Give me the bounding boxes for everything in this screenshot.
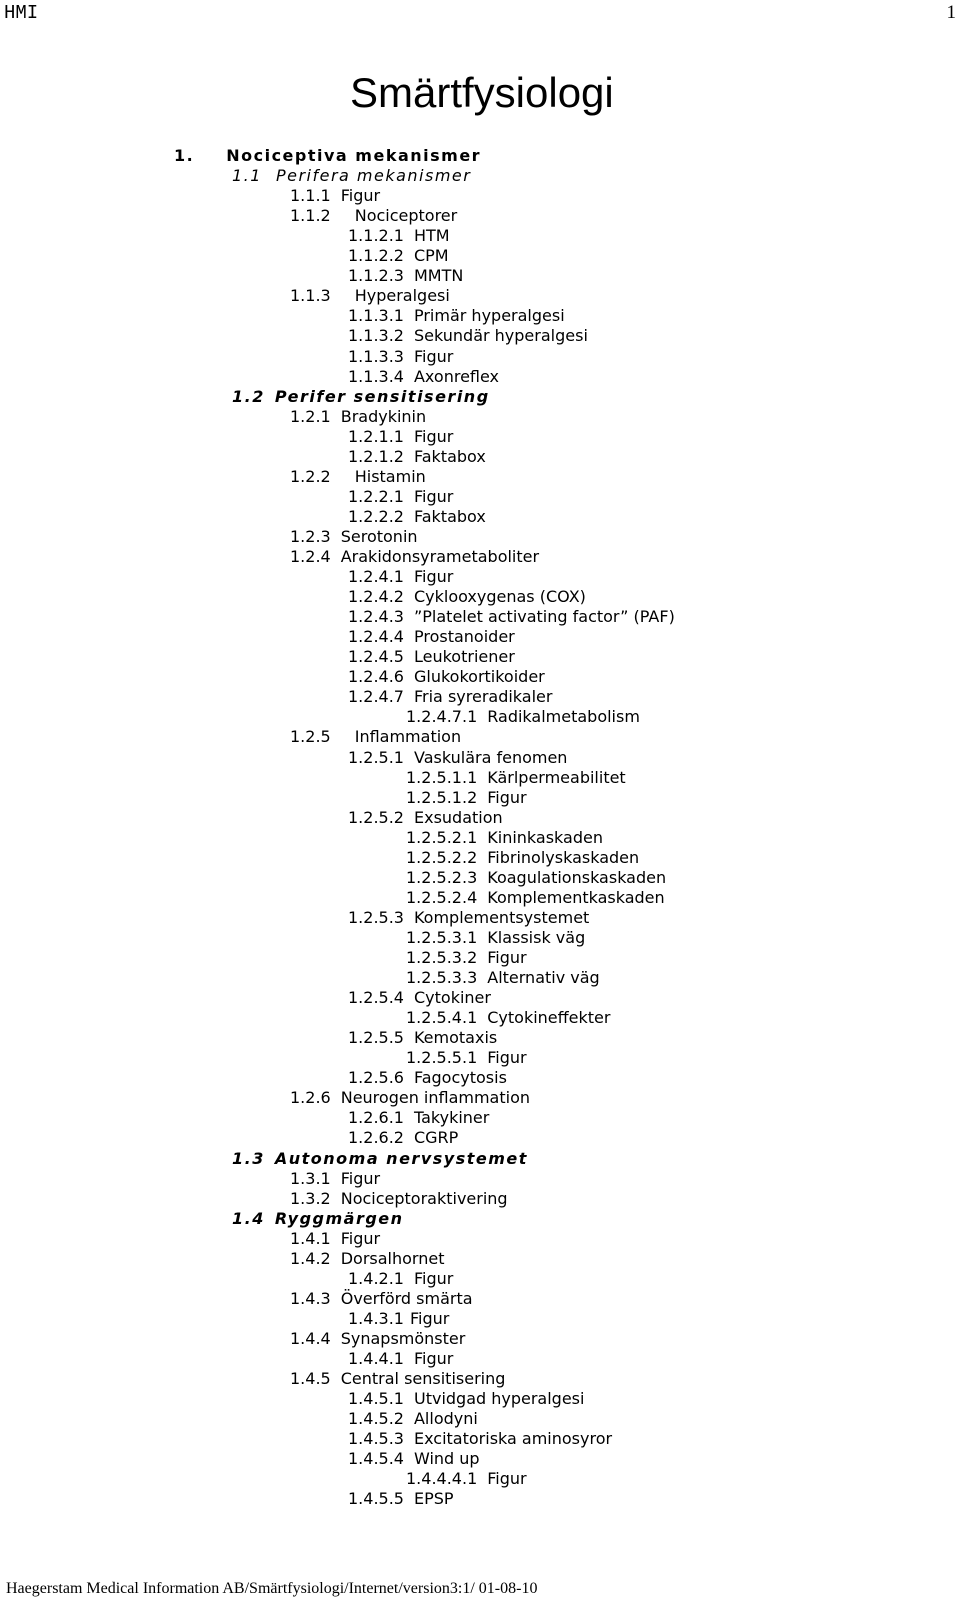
toc-item-label: Kemotaxis — [413, 1028, 498, 1048]
toc-item-number: 1.4.2.1 — [348, 1268, 404, 1288]
toc-item — [348, 1409, 478, 1429]
toc-item — [406, 868, 666, 888]
toc-item-label: Figur — [340, 1168, 381, 1188]
toc-item-label: Utvidgad hyperalgesi — [413, 1389, 585, 1409]
toc-item-label: Klassisk väg — [487, 927, 586, 947]
toc-item — [406, 788, 527, 808]
toc-item-label: Wind up — [413, 1449, 480, 1469]
toc-item — [348, 226, 450, 246]
toc-item-label: Figur — [409, 1308, 450, 1328]
toc-item-number: 1.3.2 — [290, 1188, 331, 1208]
toc-item-label: Figur — [340, 186, 381, 206]
toc-item — [290, 1369, 505, 1389]
toc-item-label: Autonoma nervsystemet — [274, 1148, 528, 1168]
toc-item — [348, 1489, 454, 1509]
toc-item — [406, 888, 665, 908]
toc-item — [406, 968, 600, 988]
toc-item-label: Exsudation — [413, 807, 503, 827]
page-title: Smärtfysiologi — [350, 69, 614, 116]
toc-item — [348, 647, 515, 667]
toc-item — [290, 1329, 465, 1349]
toc-item-label: Figur — [413, 1349, 454, 1368]
toc-item-number: 1.2.4.3 — [348, 607, 404, 627]
toc-item-number: 1.2.4.6 — [348, 667, 404, 687]
toc-item-number: 1.4.4.4.1 — [406, 1469, 478, 1489]
toc-item — [290, 1289, 473, 1309]
toc-item — [348, 326, 588, 346]
toc-item-label: Vaskulära fenomen — [413, 747, 568, 767]
toc-item — [232, 387, 490, 407]
toc-item-label: Excitatoriska aminosyror — [413, 1429, 613, 1449]
toc-item-label: Figur — [413, 1268, 454, 1288]
toc-item — [348, 367, 499, 387]
toc-item-label: Axonreflex — [413, 366, 500, 386]
toc-item — [232, 166, 471, 186]
toc-item — [348, 607, 675, 627]
toc-item-number: 1.4.5 — [290, 1369, 331, 1389]
toc-item — [348, 246, 449, 266]
toc-item-number: 1.2.4.5 — [348, 647, 404, 667]
toc-item-number: 1.2.6.2 — [348, 1128, 404, 1148]
toc-item-number: 1.4 — [232, 1208, 265, 1228]
toc-item-number: 1.2.5.6 — [348, 1068, 404, 1088]
toc-item — [290, 407, 426, 427]
toc-item-number: 1.2.5.1.1 — [406, 767, 478, 787]
toc-item-number: 1.1.3.2 — [348, 326, 404, 346]
toc-item-number: 1.2.6 — [290, 1088, 331, 1108]
toc-item-number: 1.2.5.3 — [348, 907, 404, 927]
toc-item-number: 1.2.5.3.2 — [406, 948, 478, 967]
toc-item — [348, 667, 545, 687]
toc-item — [174, 146, 481, 166]
toc-item-number: 1.4.4.1 — [348, 1349, 404, 1368]
toc-item-label: Synapsmönster — [340, 1328, 466, 1348]
toc-item-number: 1.2.5.2.2 — [406, 847, 478, 867]
toc-item-number: 1.2.5.5.1 — [406, 1048, 478, 1068]
toc-item — [348, 1349, 453, 1369]
toc-item-label: Cytokineffekter — [487, 1008, 611, 1028]
toc-item-label: ”Platelet activating factor” (PAF) — [413, 607, 675, 627]
toc-item-number: 1.2.5.4 — [348, 988, 404, 1008]
toc-item — [406, 1008, 610, 1028]
page-footer: Haegerstam Medical Information AB/Smärtfysiologi/Internet/version3:1/ 01-08-10 — [6, 1580, 538, 1597]
toc-item-number: 1.4.1 — [290, 1228, 331, 1248]
toc-item — [348, 587, 586, 607]
toc-item-label: Komplementsystemet — [413, 907, 590, 927]
toc-item — [290, 1249, 444, 1269]
toc-item-number: 1.2.5.1.2 — [406, 787, 478, 807]
toc-item-label: Figur — [487, 1469, 527, 1489]
toc-item-number: 1.1.3.3 — [348, 346, 404, 366]
toc-item-label: Bradykinin — [340, 406, 427, 426]
toc-item — [348, 1128, 458, 1148]
toc-item-label: Fibrinolyskaskaden — [487, 847, 640, 867]
toc-item-label: Figur — [487, 1048, 527, 1068]
toc-item-number: 1.2.2 — [290, 466, 331, 486]
toc-item — [348, 427, 453, 447]
toc-item — [348, 627, 515, 647]
toc-item-label: Nociceptiva mekanismer — [226, 146, 482, 165]
toc-item-label: HTM — [413, 226, 450, 246]
toc-item-number: 1.1.2 — [290, 206, 331, 226]
toc-item — [232, 1209, 404, 1229]
toc-item — [348, 347, 453, 367]
toc-item-number: 1.4.5.5 — [348, 1489, 404, 1509]
toc-item-number: 1.4.2 — [290, 1248, 331, 1268]
toc-item-number: 1.1.3.1 — [348, 306, 404, 326]
toc-item-number: 1.1.3 — [290, 286, 331, 306]
toc-item-label: Figur — [487, 787, 527, 807]
toc-item-label: Nociceptorer — [354, 206, 458, 226]
toc-item-number: 1.2.6.1 — [348, 1108, 404, 1128]
toc-item — [348, 1068, 507, 1088]
toc-item-label: Nociceptoraktivering — [340, 1188, 508, 1208]
toc-item — [406, 828, 603, 848]
toc-item-number: 1.4.5.1 — [348, 1389, 404, 1409]
toc-item — [290, 206, 457, 226]
toc-item — [348, 908, 589, 928]
toc-item-label: Alternativ väg — [487, 968, 600, 988]
toc-item-number: 1.4.3.1 — [348, 1308, 404, 1328]
toc-item-label: Figur — [413, 486, 454, 506]
toc-item — [406, 948, 527, 968]
toc-item-label: Perifera mekanismer — [275, 166, 472, 186]
toc-item — [290, 186, 380, 206]
toc-item-number: 1.2.4.1 — [348, 567, 404, 587]
toc-item — [348, 1269, 453, 1289]
toc-item-label: Central sensitisering — [340, 1369, 506, 1389]
toc-item-label: Ryggmärgen — [274, 1208, 404, 1228]
toc-item — [290, 547, 539, 567]
toc-item-label: Fria syreradikaler — [413, 687, 553, 707]
toc-item-label: CGRP — [413, 1128, 459, 1148]
toc-item — [290, 467, 426, 487]
toc-item-number: 1.2.2.1 — [348, 486, 404, 506]
toc-item-label: Hyperalgesi — [354, 286, 450, 306]
header-left: HMI — [4, 2, 39, 24]
toc-item-label: Faktabox — [413, 446, 486, 466]
toc-item — [290, 1169, 380, 1189]
toc-item-number: 1.3 — [232, 1148, 265, 1168]
toc-item — [290, 286, 450, 306]
toc-item-label: Inflammation — [354, 727, 462, 747]
toc-item-number: 1.1 — [232, 166, 262, 186]
toc-item-number: 1. — [174, 146, 195, 165]
toc-item-label: Leukotriener — [413, 647, 515, 667]
toc-item-number: 1.4.5.3 — [348, 1429, 404, 1449]
toc-item — [348, 687, 552, 707]
toc-item — [406, 768, 626, 788]
toc-item — [348, 1449, 480, 1469]
toc-item-label: EPSP — [413, 1489, 454, 1509]
toc-item — [348, 1028, 497, 1048]
toc-item — [348, 487, 453, 507]
toc-item-label: MMTN — [413, 266, 464, 286]
toc-item — [290, 727, 461, 747]
toc-item — [232, 1149, 528, 1169]
toc-item-number: 1.2 — [232, 386, 265, 406]
toc-item-number: 1.2.4.7 — [348, 687, 404, 707]
toc-item — [348, 567, 453, 587]
toc-item-number: 1.2.5.2.4 — [406, 887, 478, 907]
toc-item-number: 1.2.4.7.1 — [406, 707, 478, 727]
toc-item-label: Figur — [487, 948, 527, 967]
toc-item-label: Överförd smärta — [340, 1288, 473, 1308]
toc-item-number: 1.2.5.2.3 — [406, 867, 478, 887]
toc-item — [406, 928, 585, 948]
toc-item-number: 1.2.1.1 — [348, 426, 404, 446]
toc-item-label: Figur — [340, 1228, 381, 1248]
toc-item — [406, 1048, 527, 1068]
toc-item — [406, 707, 640, 727]
toc-item-number: 1.2.5.2 — [348, 807, 404, 827]
toc-item — [290, 1088, 530, 1108]
toc-item — [348, 808, 503, 828]
toc-item-label: Primär hyperalgesi — [413, 306, 565, 326]
toc-item-label: Serotonin — [340, 526, 418, 546]
toc-item-label: CPM — [413, 246, 449, 266]
toc-item-label: Glukokortikoider — [413, 667, 545, 687]
toc-item — [348, 1389, 584, 1409]
toc-item-number: 1.4.4 — [290, 1328, 331, 1348]
toc-item — [348, 266, 463, 286]
toc-item — [290, 1189, 508, 1209]
toc-item-number: 1.1.3.4 — [348, 366, 404, 386]
toc-item-label: Figur — [413, 426, 454, 446]
toc-item — [348, 1429, 612, 1449]
toc-item-label: Faktabox — [413, 506, 486, 526]
toc-item-number: 1.4.5.2 — [348, 1409, 404, 1429]
toc-item-number: 1.2.5 — [290, 727, 331, 747]
toc-item-number: 1.2.5.1 — [348, 747, 404, 767]
toc-item-number: 1.2.5.3.1 — [406, 927, 478, 947]
toc-item-label: Perifer sensitisering — [274, 386, 490, 406]
toc-item — [290, 1229, 380, 1249]
toc-item — [348, 748, 567, 768]
toc-item-number: 1.4.5.4 — [348, 1449, 404, 1469]
toc-item-label: Kärlpermeabilitet — [487, 767, 626, 787]
toc-item-number: 1.1.1 — [290, 186, 331, 206]
toc-item-number: 1.4.3 — [290, 1288, 331, 1308]
toc-item-label: Takykiner — [413, 1108, 490, 1128]
toc-item-number: 1.2.5.5 — [348, 1028, 404, 1048]
toc-item-label: Cytokiner — [413, 988, 491, 1008]
toc-item-label: Cyklooxygenas (COX) — [413, 587, 586, 607]
toc-item-label: Figur — [413, 346, 454, 366]
toc-item-number: 1.2.1.2 — [348, 446, 404, 466]
page-number: 1 — [946, 2, 956, 23]
toc-item — [406, 848, 639, 868]
toc-item-number: 1.2.5.4.1 — [406, 1008, 478, 1028]
toc-item — [348, 1309, 449, 1329]
toc-item-label: Fagocytosis — [413, 1068, 507, 1088]
toc-item-label: Arakidonsyrametaboliter — [340, 547, 540, 566]
toc-item — [348, 1108, 489, 1128]
toc-item-label: Allodyni — [413, 1409, 478, 1429]
toc-item-label: Neurogen inflammation — [340, 1088, 531, 1108]
toc-item-number: 1.2.3 — [290, 526, 331, 546]
toc-item-number: 1.1.2.2 — [348, 246, 404, 266]
toc-item — [348, 507, 486, 527]
toc-item — [348, 988, 491, 1008]
toc-item-label: Kininkaskaden — [487, 827, 603, 847]
toc-item-label: Histamin — [354, 466, 426, 486]
toc-item-label: Sekundär hyperalgesi — [413, 326, 588, 346]
toc-item-number: 1.3.1 — [290, 1168, 331, 1188]
toc-item-number: 1.2.4 — [290, 547, 331, 566]
toc-item-label: Dorsalhornet — [340, 1248, 445, 1268]
toc-item — [290, 527, 418, 547]
toc-item-number: 1.1.2.3 — [348, 266, 404, 286]
toc-item — [348, 306, 565, 326]
toc-item-number: 1.2.4.2 — [348, 587, 404, 607]
toc-item-label: Komplementkaskaden — [487, 887, 665, 907]
toc-item-label: Radikalmetabolism — [487, 707, 640, 727]
toc-item-label: Koagulationskaskaden — [487, 867, 667, 887]
toc-item-label: Prostanoider — [413, 627, 515, 647]
toc-item — [406, 1469, 527, 1489]
toc-item-label: Figur — [413, 567, 454, 587]
toc-item-number: 1.2.2.2 — [348, 506, 404, 526]
toc-item-number: 1.1.2.1 — [348, 226, 404, 246]
toc-item-number: 1.2.1 — [290, 406, 331, 426]
toc-item-number: 1.2.5.3.3 — [406, 968, 478, 988]
toc-item-number: 1.2.4.4 — [348, 627, 404, 647]
toc-item-number: 1.2.5.2.1 — [406, 827, 478, 847]
toc-item — [348, 447, 486, 467]
